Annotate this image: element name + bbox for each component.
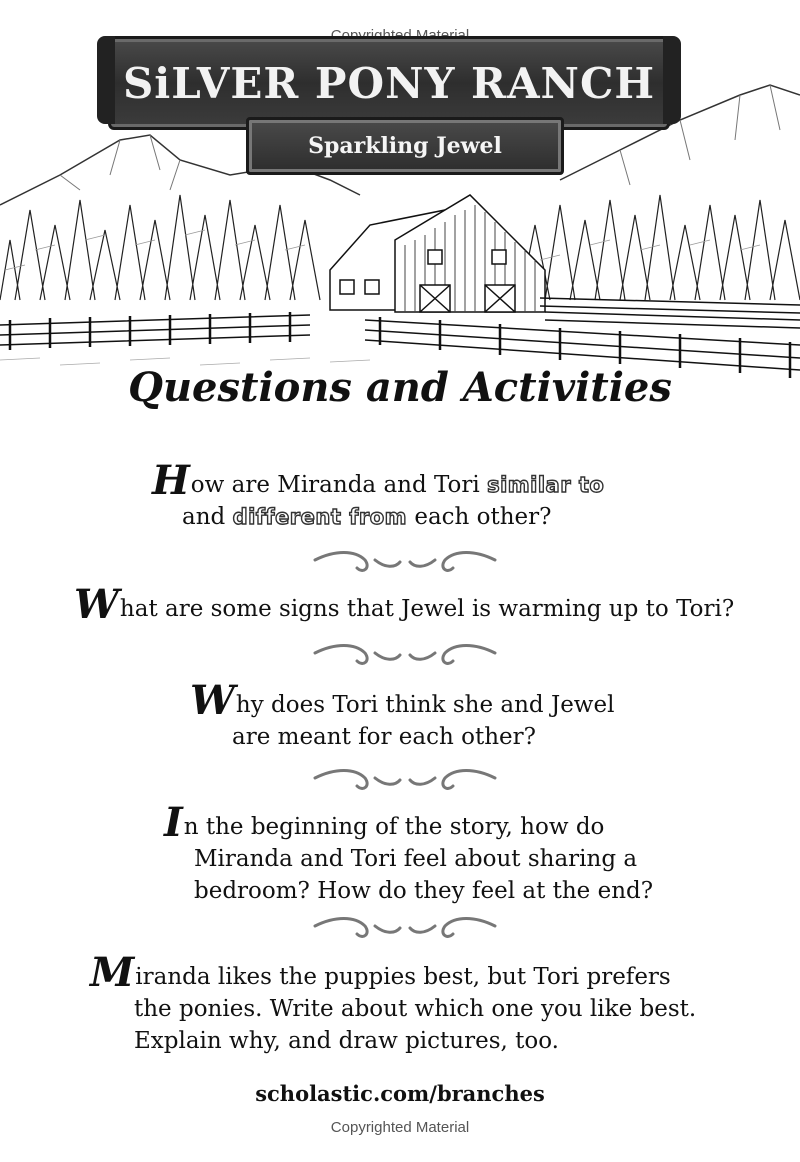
ornament-divider xyxy=(305,548,505,578)
book-subtitle: Sparkling Jewel xyxy=(308,133,502,159)
highlight-similar: similar to xyxy=(487,473,605,497)
website-link[interactable]: scholastic.com/branches xyxy=(255,1081,545,1106)
dropcap: I xyxy=(164,799,183,846)
dropcap: H xyxy=(152,457,190,504)
subtitle-sign xyxy=(246,117,564,175)
page-heading: Questions and Activities xyxy=(128,364,672,411)
series-title: SiLVER PONY RANCH xyxy=(122,58,656,108)
question-1: How are Miranda and Tori similar to and different from each other? xyxy=(152,457,605,530)
copyright-watermark-bottom: Copyrighted Material xyxy=(330,1119,470,1136)
ornament-divider xyxy=(305,766,505,796)
question-5: Miranda likes the puppies best, but Tori prefers the ponies. Write about which one you like best. Explain why, and draw pictures, too. xyxy=(90,949,697,1054)
highlight-different: different from xyxy=(232,505,408,529)
ornament-divider xyxy=(305,914,505,944)
ornament-divider xyxy=(305,641,505,671)
question-2: What are some signs that Jewel is warming up to Tori? xyxy=(74,581,735,628)
question-3: Why does Tori think she and Jewel are meant for each other? xyxy=(190,677,615,750)
dropcap: M xyxy=(90,949,135,996)
dropcap: W xyxy=(190,677,235,724)
dropcap: W xyxy=(74,581,119,628)
ranch-sign xyxy=(108,36,670,130)
question-4: In the beginning of the story, how do Miranda and Tori feel about sharing a bedroom? How do they feel at the end? xyxy=(164,799,654,904)
